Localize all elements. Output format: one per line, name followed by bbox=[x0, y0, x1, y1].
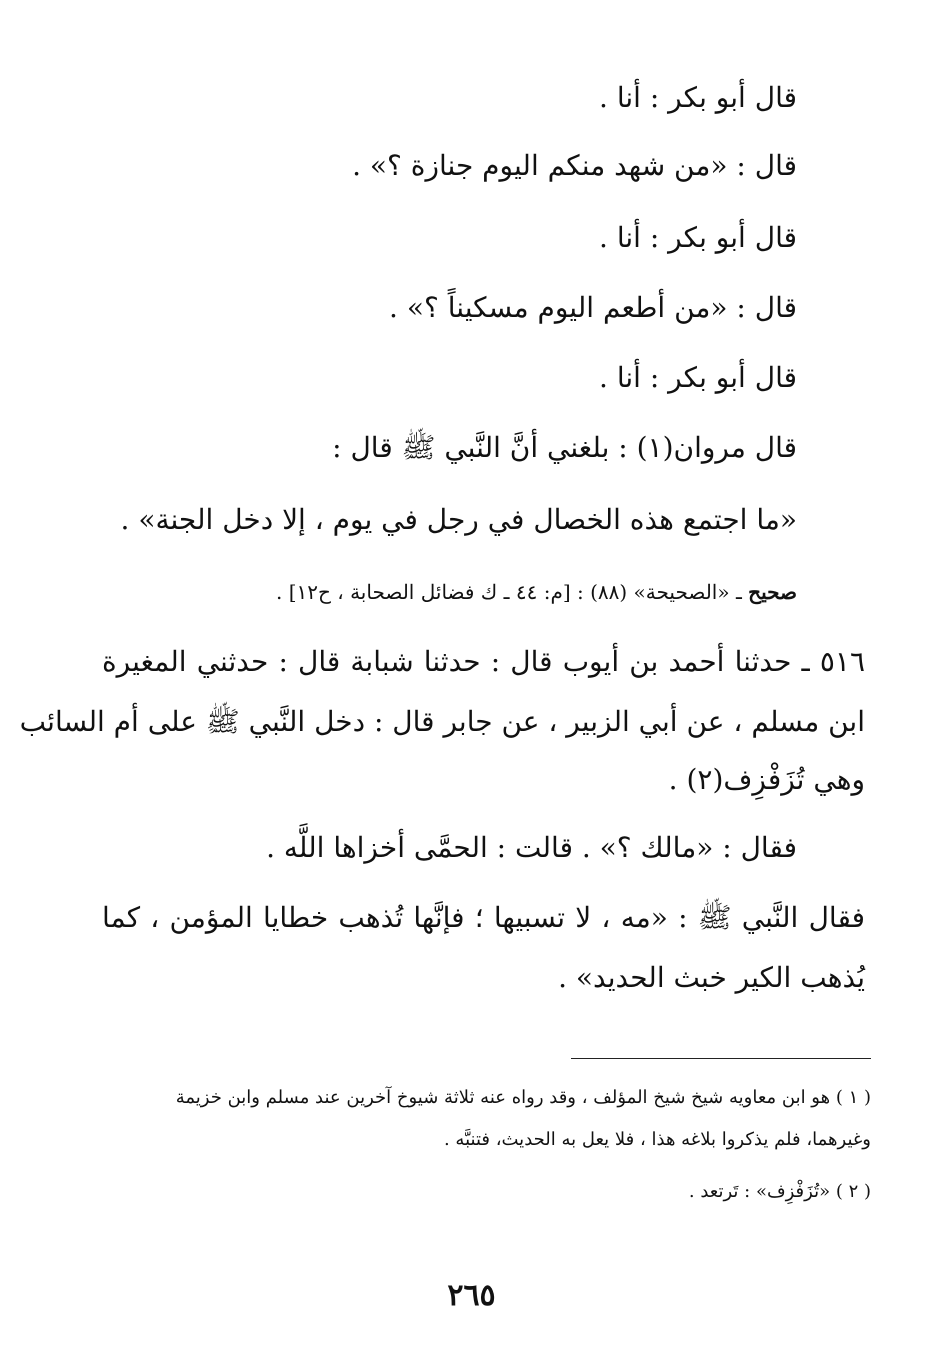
text-line-5: قال أبو بكر : أنا . bbox=[599, 361, 797, 394]
footnote-separator bbox=[571, 1058, 871, 1059]
hadith-line-3: وهي تُزَفْزِف(٢) . bbox=[668, 763, 865, 796]
hadith-line-5: فقال النَّبي ﷺ : «مه ، لا تسبيها ؛ فإنَّها تُذهب خطايا المؤمن ، كما bbox=[102, 901, 865, 934]
text-line-7: «ما اجتمع هذه الخصال في رجل في يوم ، إلا دخل الجنة» . bbox=[120, 503, 797, 536]
page-number: ٢٦٥ bbox=[447, 1278, 496, 1313]
grade-text: ـ «الصحيحة» (٨٨) : [م: ٤٤ ـ ك فضائل الصحابة ، ح١٢] . bbox=[275, 580, 749, 604]
grade-label: صحيح bbox=[748, 580, 797, 604]
hadith-line-2: ابن مسلم ، عن أبي الزبير ، عن جابر قال : دخل النَّبي ﷺ على أم السائب bbox=[19, 705, 865, 738]
text-line-3: قال أبو بكر : أنا . bbox=[599, 221, 797, 254]
text-line-4: قال : «من أطعم اليوم مسكيناً ؟» . bbox=[389, 291, 797, 324]
text-line-1: قال أبو بكر : أنا . bbox=[599, 81, 797, 114]
text-line-6: قال مروان(١) : بلغني أنَّ النَّبي ﷺ قال : bbox=[332, 431, 797, 464]
hadith-line-1: ٥١٦ ـ حدثنا أحمد بن أيوب قال : حدثنا شبابة قال : حدثني المغيرة bbox=[102, 645, 865, 678]
hadith-line-6: يُذهب الكير خبث الحديد» . bbox=[558, 961, 865, 994]
footnote-1-line-1: ( ١ ) هو ابن معاويه شيخ شيخ المؤلف ، وقد رواه عنه ثلاثة شيوخ آخرين عند مسلم وابن خزيمة bbox=[175, 1087, 871, 1108]
text-line-2: قال : «من شهد منكم اليوم جنازة ؟» . bbox=[352, 149, 797, 182]
hadith-line-4: فقال : «مالك ؟» . قالت : الحمَّى أخزاها اللَّه . bbox=[266, 831, 797, 864]
footnote-1-line-2: وغيرهما، فلم يذكروا بلاغه هذا ، فلا يعل به الحديث، فتنبَّه . bbox=[443, 1129, 871, 1150]
footnote-2: ( ٢ ) «تُزَفْزِف» : تَرتعد . bbox=[688, 1181, 871, 1202]
hadith-grade bbox=[276, 572, 797, 612]
